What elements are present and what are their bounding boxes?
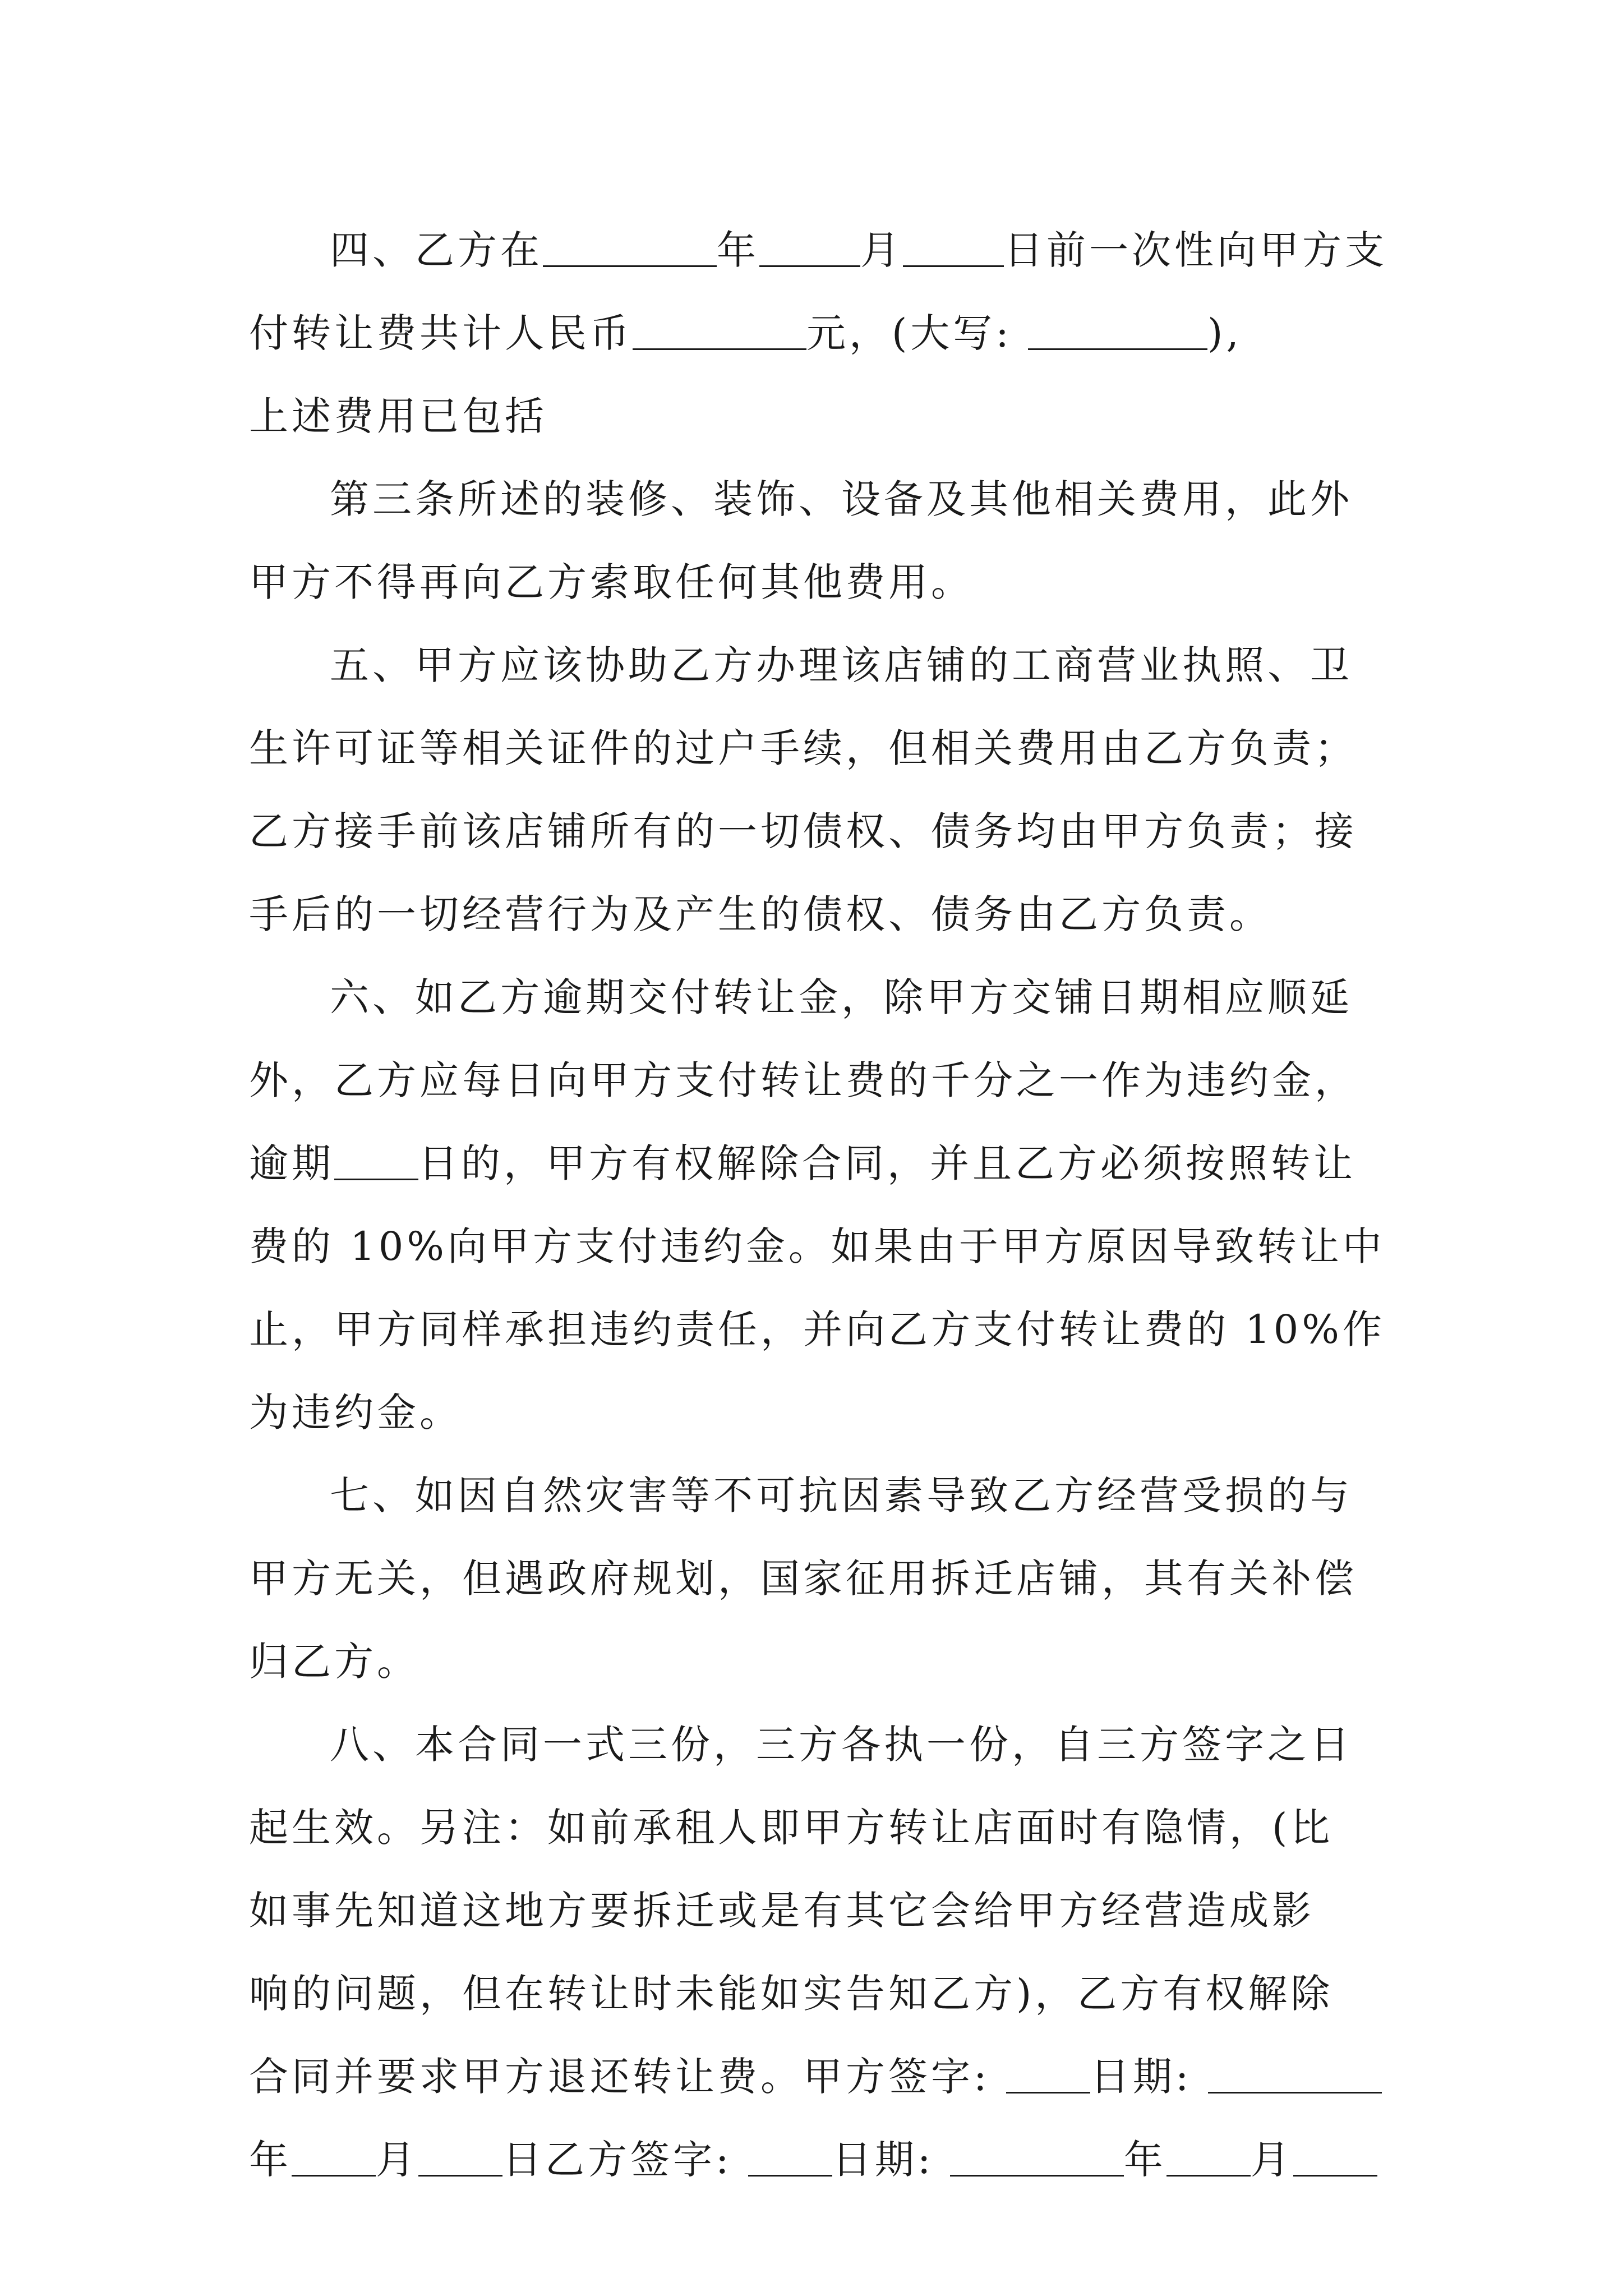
party-b-signature-blank — [748, 2136, 832, 2177]
month-blank — [1166, 2136, 1251, 2177]
month-blank — [292, 2136, 376, 2177]
year-blank — [543, 226, 717, 267]
text-fragment: 月 — [376, 2137, 418, 2183]
day-blank — [418, 2136, 502, 2177]
text-line — [249, 1122, 1427, 1205]
text-line: 外，乙方应每日向甲方支付转让费的千分之一作为违约金， — [249, 1057, 1357, 1103]
party-a-signature-blank — [1006, 2053, 1090, 2093]
clause-eight — [249, 1703, 1427, 2201]
text-line: 手后的一切经营行为及产生的债权、债务由乙方负责。 — [249, 891, 1272, 937]
text-fragment: 年 — [1123, 2137, 1166, 2183]
text-line: 五、甲方应该协助乙方办理该店铺的工商营业执照、卫 — [330, 642, 1353, 688]
text-fragment: 付转让费共计人民币 — [249, 310, 633, 356]
month-blank — [759, 226, 860, 267]
text-fragment: 年 — [249, 2137, 292, 2183]
days-blank — [334, 1139, 418, 1180]
day-blank — [903, 226, 1004, 267]
year-blank — [950, 2136, 1124, 2177]
clause-four — [249, 209, 1427, 458]
text-fragment: 逾期 — [249, 1140, 334, 1186]
text-line: 甲方不得再向乙方索取任何其他费用。 — [249, 559, 974, 605]
text-line: 第三条所述的装修、装饰、设备及其他相关费用，此外 — [330, 476, 1353, 522]
text-fragment: 元，(大写: — [806, 310, 1029, 356]
party-a-signature-label: 合同并要求甲方退还转让费。甲方签字: — [249, 2054, 1006, 2100]
clause-four-continued — [249, 458, 1427, 624]
date-label: 日期: — [832, 2137, 950, 2183]
text-fragment: 四、乙方在 — [330, 227, 543, 273]
date-label: 日期: — [1090, 2054, 1208, 2100]
text-line: 归乙方。 — [249, 1639, 419, 1685]
clause-five — [249, 624, 1427, 956]
text-line: 甲方无关，但遇政府规划，国家征用拆迁店铺，其有关补偿 — [249, 1556, 1357, 1602]
text-line: 响的问题，但在转让时未能如实告知乙方)，乙方有权解除 — [249, 1971, 1334, 2017]
text-fragment: 日的，甲方有权解除合同，并且乙方必须按照转让 — [418, 1140, 1356, 1186]
amount-words-blank — [1028, 309, 1207, 350]
text-line: 乙方接手前该店铺所有的一切债权、债务均由甲方负责；接 — [249, 808, 1357, 854]
text-line: 费的 10%向甲方支付违约金。如果由于甲方原因导致转让中 — [249, 1223, 1385, 1269]
text-line: 上述费用已包括 — [249, 393, 547, 439]
text-line — [249, 209, 1427, 292]
text-fragment: 月 — [860, 227, 903, 273]
text-fragment: 月 — [1250, 2137, 1293, 2183]
text-line: 八、本合同一式三份，三方各执一份，自三方签字之日 — [330, 1722, 1353, 1768]
date-blank — [1208, 2053, 1382, 2093]
text-line: 生许可证等相关证件的过户手续，但相关费用由乙方负责； — [249, 725, 1357, 771]
text-line — [249, 292, 1427, 375]
text-line: 七、如因自然灾害等不可抗因素导致乙方经营受损的与 — [330, 1473, 1353, 1519]
text-line — [249, 2035, 1427, 2118]
text-line: 如事先知道这地方要拆迁或是有其它会给甲方经营造成影 — [249, 1888, 1315, 1934]
clause-seven — [249, 1454, 1427, 1703]
text-line: 止，甲方同样承担违约责任，并向乙方支付转让费的 10%作 — [249, 1306, 1385, 1352]
text-fragment: 日前一次性向甲方支 — [1004, 227, 1387, 273]
text-fragment: 年 — [717, 227, 759, 273]
text-line: 为违约金。 — [249, 1389, 462, 1435]
text-fragment: ), — [1207, 310, 1242, 356]
text-line: 起生效。另注：如前承租人即甲方转让店面时有隐情，(比 — [249, 1805, 1334, 1851]
text-line: 六、如乙方逾期交付转让金，除甲方交铺日期相应顺延 — [330, 974, 1353, 1020]
amount-blank — [633, 309, 806, 350]
party-b-signature-label: 日乙方签字: — [502, 2137, 748, 2183]
text-line — [249, 2118, 1427, 2201]
clause-six — [249, 956, 1427, 1454]
day-blank — [1293, 2136, 1377, 2177]
contract-body — [249, 209, 1427, 2201]
